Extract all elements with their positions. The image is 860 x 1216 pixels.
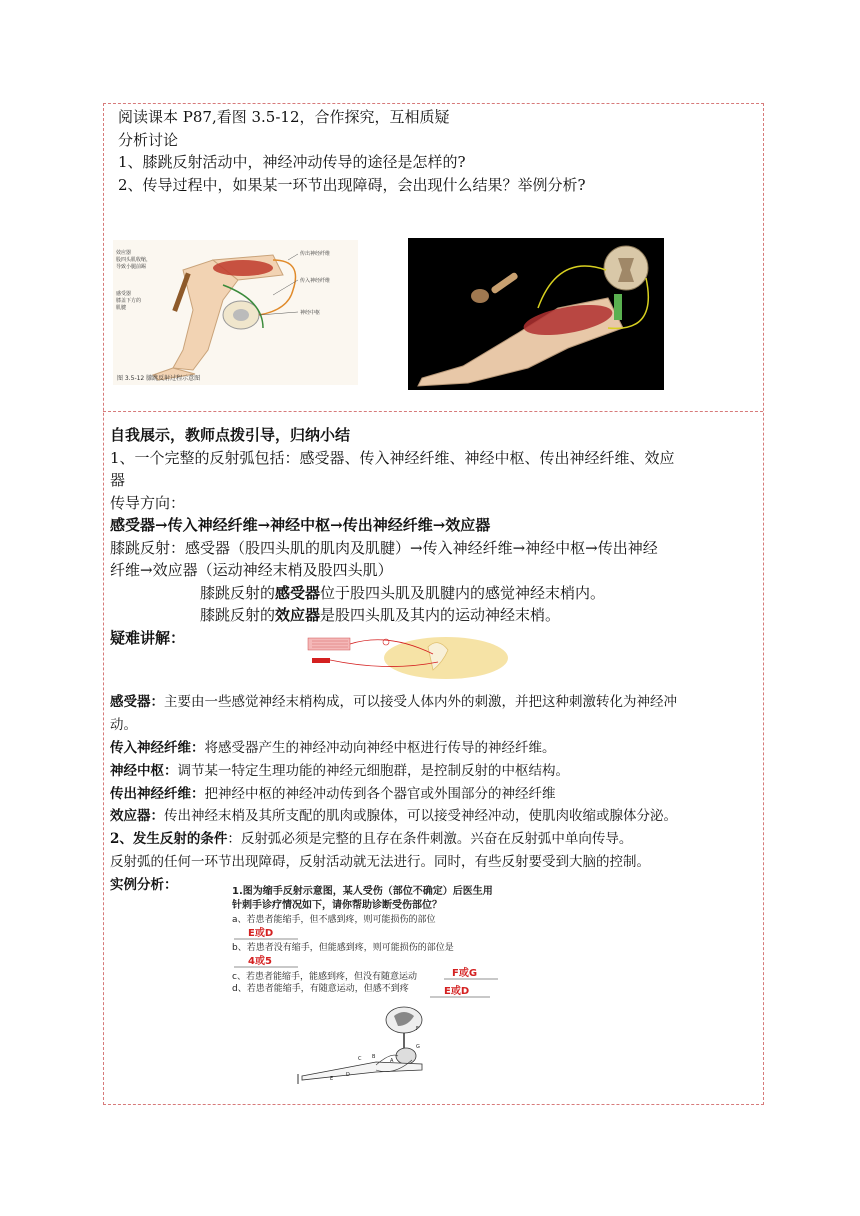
receptor-term: 感受器 [275,584,321,602]
fig-label-center: 神经中枢 [300,310,321,316]
example-question-figure [226,880,526,1090]
reflex-condition [110,829,632,850]
reflex-condition-text: ：反射弧必须是完整的且存在条件刺激。兴奋在反射弧中单向传导。 [227,831,633,847]
fig-label-receptor: 感受器 [116,291,132,297]
example-a-answer: E或D [248,928,274,939]
fig-label-receptor-desc1: 膝盖下方的 [116,298,142,304]
diagram-letter-b: B [372,1054,376,1060]
effector-term: 效应器 [275,606,321,624]
explain-center [110,761,569,782]
diagram-letter-d: D [346,1072,350,1078]
example-c: c、若患者能缩手，能感到疼，但没有随意运动 [232,972,417,982]
example-d: d、若患者能缩手，有随意运动，但感不到疼 [232,984,409,994]
explain-efferent-term: 传出神经纤维： [110,786,205,802]
explain-effector-text: 传出神经末梢及其所支配的肌肉或腺体，可以接受神经冲动，使肌肉收缩或腺体分泌。 [164,808,677,824]
effector-pre: 膝跳反射的 [200,606,276,624]
effector-statement [200,604,560,626]
reflex-condition-term: 2、发生反射的条件 [110,831,228,847]
fig-label-afferent: 传入神经纤维 [300,278,331,284]
fig-label-effector-desc1: 股四头肌收缩， [116,257,152,263]
question-2: 2、传导过程中，如果某一环节出现障碍，会出现什么结果？举例分析? [118,176,586,194]
example-c-answer: F或G [452,968,478,979]
diagram-letter-a: A [390,1058,394,1064]
explain-center-text: 调节某一特定生理功能的神经元细胞群，是控制反射的中枢结构。 [177,763,569,779]
difficult-heading: 疑难讲解： [110,629,186,647]
fig-label-receptor-desc2: 肌腱 [116,305,127,311]
fig-label-efferent: 传出神经纤维 [300,251,331,257]
reflex-arc-small-diagram [298,632,512,684]
knee-reflex-line1: 膝跳反射：感受器（股四头肌的肌肉及肌腱）→传入神经纤维→神经中枢→传出神经 [110,539,658,557]
receptor-post: 位于股四头肌及肌腱内的感觉神经末梢内。 [320,584,606,602]
explain-effector [110,806,677,827]
intro-line2: 分析讨论 [118,131,179,149]
example-heading: 实例分析： [110,877,178,893]
reflex-condition-line2: 反射弧的任何一环节出现障碍，反射活动就无法进行。同时，有些反射要受到大脑的控制。 [110,854,650,870]
section-divider [103,411,763,412]
example-a: a、若患者能缩手，但不感到疼，则可能损伤的部位 [232,915,436,925]
fig-label-effector: 效应器 [116,250,132,256]
diagram-letter-g: G [416,1044,420,1050]
knee-reflex-render-figure [408,238,664,390]
explain-effector-term: 效应器： [110,808,164,824]
fig-label-effector-desc2: 导致小腿前踢 [116,264,147,270]
receptor-statement [200,582,605,604]
receptor-pre: 膝跳反射的 [200,584,276,602]
example-b-answer: 4或5 [248,956,272,967]
explain-efferent-text: 把神经中枢的神经冲动传到各个器官或外围部分的神经纤维 [204,786,556,802]
explain-afferent [110,738,556,759]
example-q-line1: 1.图为缩手反射示意图，某人受伤（部位不确定）后医生用 [232,886,493,897]
knee-reflex-textbook-figure [113,240,358,385]
fig-caption: 图 3.5-12 膝跳反射过程示意图 [117,375,201,382]
diagram-letter-e: E [330,1076,334,1082]
explain-receptor-line2: 动。 [110,717,137,733]
explain-efferent [110,784,556,805]
effector-post: 是股四头肌及其内的运动神经末梢。 [320,606,561,624]
example-d-answer: E或D [444,986,470,997]
explain-center-term: 神经中枢： [110,763,178,779]
explain-afferent-term: 传入神经纤维： [110,740,205,756]
summary-p1-line1: 1、一个完整的反射弧包括：感受器、传入神经纤维、神经中枢、传出神经纤维、效应 [110,449,675,467]
direction-chain: 感受器→传入神经纤维→神经中枢→传出神经纤维→效应器 [110,516,491,534]
diagram-letter-c: C [358,1056,362,1062]
summary-heading: 自我展示，教师点拨引导，归纳小结 [110,426,351,444]
knee-reflex-line2: 纤维→效应器（运动神经末梢及股四头肌） [110,561,393,579]
direction-label: 传导方向： [110,494,186,512]
explain-receptor-text: 主要由一些感觉神经末梢构成，可以接受人体内外的刺激，并把这种刺激转化为神经冲 [164,694,677,710]
summary-p1-line2: 器 [110,471,126,489]
intro-line1: 阅读课本 P87,看图 3.5-12，合作探究，互相质疑 [118,108,450,126]
example-q-line2: 针刺手诊疗情况如下，请你帮助诊断受伤部位？ [232,900,442,911]
explain-afferent-text: 将感受器产生的神经冲动向神经中枢进行传导的神经纤维。 [204,740,556,756]
explain-receptor [110,692,677,713]
explain-receptor-term: 感受器： [110,694,164,710]
question-1: 1、膝跳反射活动中，神经冲动传导的途径是怎样的? [118,153,466,171]
diagram-letter-f: F [416,1026,419,1032]
example-b: b、若患者没有缩手，但能感到疼，则可能损伤的部位是 [232,943,454,953]
